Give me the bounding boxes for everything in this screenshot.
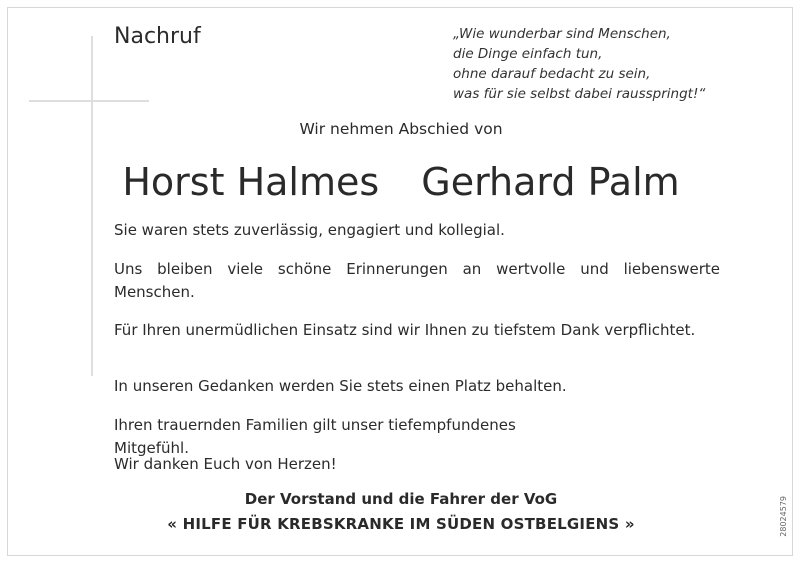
quote-line: ohne darauf bedacht zu sein,	[453, 66, 651, 82]
heading: Nachruf	[114, 24, 201, 49]
organization-name: « HILFE FÜR KREBSKRANKE IM SÜDEN OSTBELGIENS »	[167, 515, 635, 533]
paragraph: Sie waren stets zuverlässig, engagiert und kollegial.	[114, 221, 505, 239]
deceased-names	[8, 160, 794, 204]
obituary-card	[7, 7, 793, 556]
quote-line: was für sie selbst dabei rausspringt!“	[453, 86, 706, 102]
paragraph: Wir danken Euch von Herzen!	[114, 455, 337, 473]
deceased-name: Horst Halmes	[122, 160, 380, 204]
cross-vertical-bar	[91, 36, 93, 376]
quote	[453, 24, 705, 104]
paragraph: In unseren Gedanken werden Sie stets einen Platz behalten.	[114, 377, 567, 395]
intro-text: Wir nehmen Abschied von	[299, 120, 503, 138]
paragraph: Uns bleiben viele schöne Erinnerungen an wertvolle und liebenswerte Menschen.	[114, 260, 720, 301]
quote-line: „Wie wunderbar sind Menschen,	[453, 26, 671, 42]
ad-code: 28024579	[779, 496, 788, 537]
deceased-name: Gerhard Palm	[421, 160, 680, 204]
cross-horizontal-bar	[29, 100, 149, 102]
quote-line: die Dinge einfach tun,	[453, 46, 603, 62]
paragraph: Für Ihren unermüdlichen Einsatz sind wir Ihnen zu tiefstem Dank verpflichtet.	[114, 321, 696, 339]
paragraph: Ihren trauernden Familien gilt unser tiefempfundenes Mitgefühl.	[114, 416, 516, 457]
signature-line: Der Vorstand und die Fahrer der VoG	[244, 490, 558, 508]
